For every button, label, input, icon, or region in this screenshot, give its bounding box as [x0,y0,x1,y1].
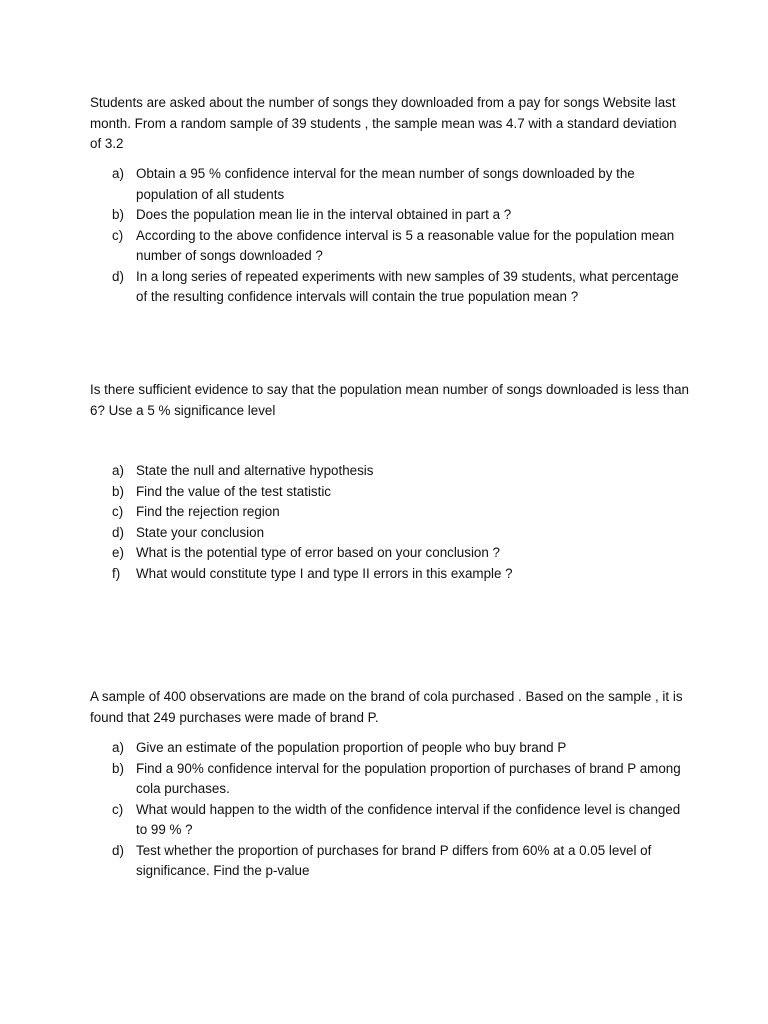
list-item [112,800,692,841]
question-1-subparts [112,164,692,308]
list-marker: d) [112,842,124,858]
list-marker: a) [112,166,124,181]
list-marker: c) [112,801,124,817]
question-2-subparts [112,461,692,584]
list-item [112,226,692,267]
list-item-text: In a long series of repeated experiments with new samples of 39 students, what percentage of the resulting confidence intervals will contain the true population mean ? [136,268,679,304]
list-item [112,759,692,800]
list-item [112,205,692,226]
list-item [112,523,692,544]
list-item [112,564,692,585]
list-item-text: What would happen to the width of the confidence interval if the confidence level is changed to 99 % ? [136,801,681,837]
list-item [112,461,692,482]
list-item-text: Give an estimate of the population proportion of people who buy brand P [136,740,567,755]
list-marker: c) [112,227,124,243]
question-3-prompt: A sample of 400 observations are made on the brand of cola purchased . Based on the sample , it is found that 249 purchases were made of brand P. [90,689,683,725]
list-item [112,841,692,882]
question-2-prompt: Is there sufficient evidence to say that the population mean number of songs downloaded is less than 6? Use a 5 % significance level [90,382,689,418]
list-marker: b) [112,483,124,499]
list-item [112,482,692,503]
list-item-text: State your conclusion [136,524,265,540]
list-marker: f) [112,565,121,581]
list-item-text: What would constitute type I and type II errors in this example ? [136,565,513,581]
question-1-prompt: Students are asked about the number of songs they downloaded from a pay for songs Website last month. From a random sample of 39 students , the sample mean was 4.7 with a standard deviation of 3.2 [90,95,677,151]
list-item-text: Does the population mean lie in the interval obtained in part a ? [136,207,512,222]
question-3-subparts [112,738,692,882]
list-item [112,543,692,564]
list-item-text: Find the rejection region [136,504,280,519]
list-marker: b) [112,760,124,776]
list-marker: b) [112,207,124,222]
list-item [112,738,692,759]
list-item-text: State the null and alternative hypothesis [136,463,374,478]
list-item-text: Find the value of the test statistic [136,483,332,499]
list-marker: a) [112,463,124,478]
list-item-text: Test whether the proportion of purchases for brand P differs from 60% at a 0.05 level of significance. Find the p-value [136,842,652,878]
list-item-text: Find a 90% confidence interval for the population proportion of purchases of brand P among cola purchases. [136,760,681,796]
list-marker: c) [112,504,124,519]
list-marker: e) [112,545,124,560]
list-item [112,502,692,523]
list-item-text: Obtain a 95 % confidence interval for the mean number of songs downloaded by the population of all students [136,166,635,202]
list-item [112,164,692,205]
list-item [112,267,692,308]
list-marker: a) [112,740,124,755]
list-item-text: What is the potential type of error based on your conclusion ? [136,545,500,560]
list-marker: d) [112,524,124,540]
list-item-text: According to the above confidence interval is 5 a reasonable value for the population mean number of songs downloaded ? [136,227,675,263]
list-marker: d) [112,268,124,284]
